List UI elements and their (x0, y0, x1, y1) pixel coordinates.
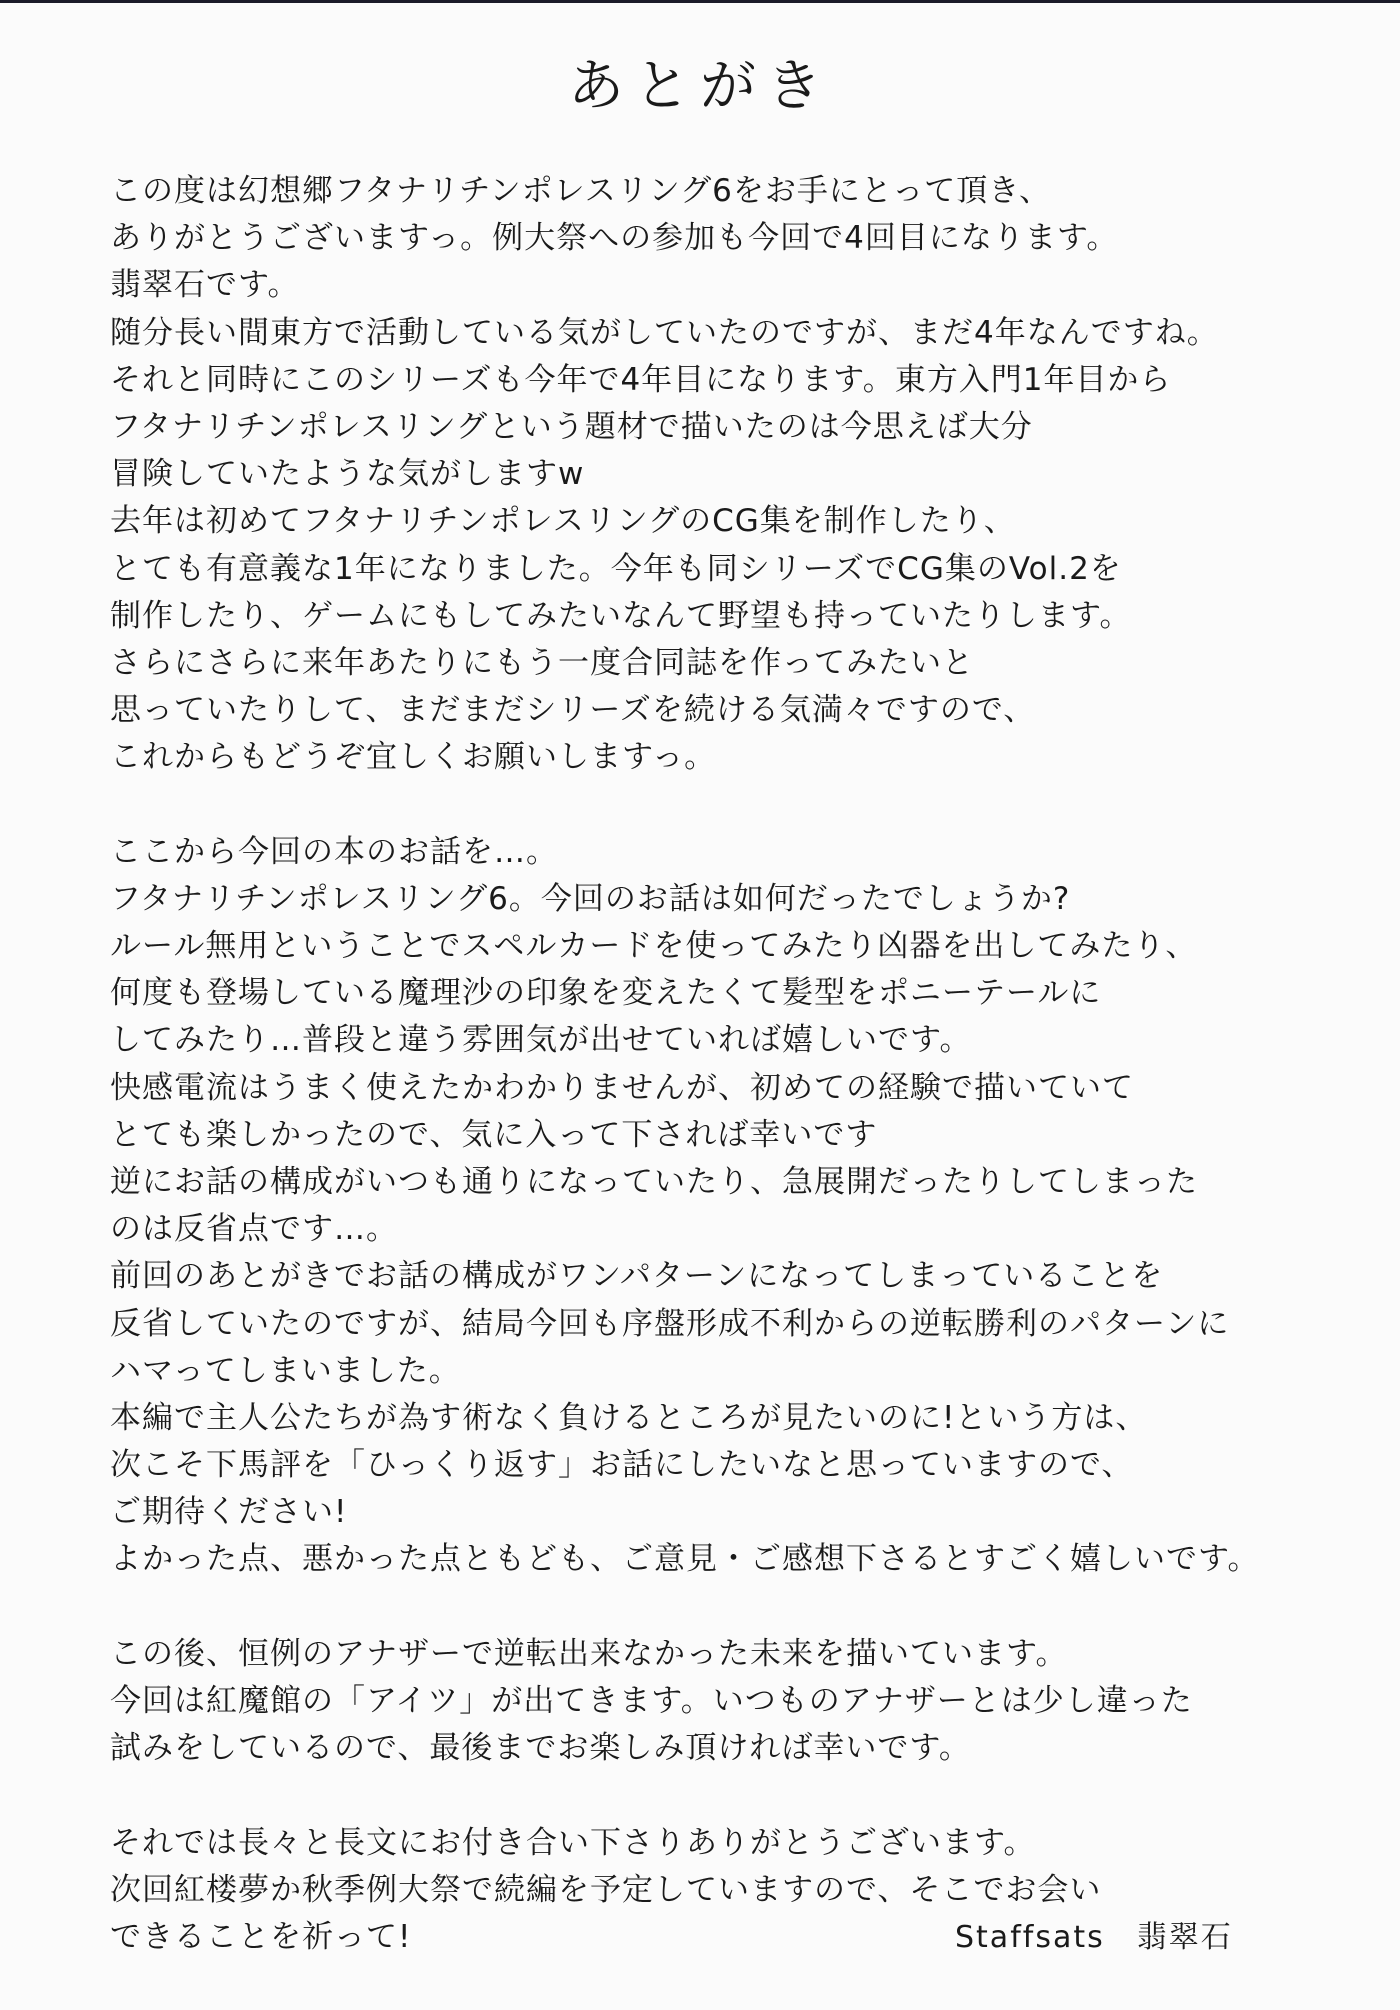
signature: Staffsats 翡翠石 (955, 1920, 1233, 1955)
text-line: とても楽しかったので、気に入って下されば幸いです (110, 1116, 878, 1153)
text-line: ルール無用ということでスペルカードを使ってみたり凶器を出してみたり、 (110, 928, 1198, 964)
page-title: あとがき (568, 54, 832, 119)
text-line: 今回は紅魔館の「アイツ」が出てきます。いつものアナザーとは少し違った (110, 1683, 1193, 1719)
text-line: それでは長々と長文にお付き合い下さりありがとうございます。 (110, 1824, 1036, 1861)
text-line: 反省していたのですが、結局今回も序盤形成不利からの逆転勝利のパターンに (110, 1305, 1230, 1342)
text-line: 前回のあとがきでお話の構成がワンパターンになってしまっていることを (110, 1258, 1164, 1295)
paragraph-gap (110, 781, 1340, 828)
text-line: 快感電流はうまく使えたかわかりませんが、初めての経験で描いていて (110, 1069, 1134, 1106)
text-line: 試みをしているので、最後までお楽しみ頂ければ幸いです。 (110, 1730, 971, 1767)
paragraph-gap (110, 1772, 1340, 1819)
text-line: のは反省点です…。 (110, 1211, 398, 1248)
text-line: 随分長い間東方で活動している気がしていたのですが、まだ4年なんですね。 (110, 314, 1219, 351)
text-line: フタナリチンポレスリング6。今回のお話は如何だったでしょうか? (110, 880, 1071, 917)
text-line: ハマってしまいました。 (110, 1352, 461, 1389)
text-line: よかった点、悪かった点ともども、ご意見・ご感想下さるとすごく嬉しいです。 (110, 1541, 1260, 1578)
text-line: してみたり…普段と違う雰囲気が出せていれば嬉しいです。 (110, 1022, 972, 1059)
text-line: ありがとうございますっ。例大祭への参加も今回で4回目になります。 (110, 220, 1119, 257)
text-line: できることを祈って! (110, 1918, 412, 1955)
top-border (0, 0, 1400, 3)
text-line: 何度も登場している魔理沙の印象を変えたくて髪型をポニーテールに (110, 975, 1102, 1012)
afterword-body (110, 168, 1340, 1961)
text-line: それと同時にこのシリーズも今年で4年目になります。東方入門1年目から (110, 361, 1172, 398)
text-line: とても有意義な1年になりました。今年も同シリーズでCG集のVol.2を (110, 550, 1122, 587)
text-line: 思っていたりして、まだまだシリーズを続ける気満々ですので、 (110, 692, 1036, 729)
text-line: ご期待ください! (110, 1494, 348, 1531)
text-line: 翡翠石です。 (110, 267, 300, 304)
text-line: さらにさらに来年あたりにもう一度合同誌を作ってみたいと (110, 644, 974, 681)
text-line: ここから今回の本のお話を…。 (110, 833, 558, 870)
text-line: 冒険していたような気がしますw (110, 456, 585, 493)
text-line: 次回紅楼夢か秋季例大祭で続編を予定していますので、そこでお会い (110, 1871, 1102, 1908)
text-line: この後、恒例のアナザーで逆転出来なかった未来を描いています。 (110, 1635, 1068, 1672)
text-line: 次こそ下馬評を「ひっくり返す」お話にしたいなと思っていますので、 (110, 1447, 1134, 1484)
text-line: 本編で主人公たちが為す術なく負けるところが見たいのに!という方は、 (110, 1399, 1148, 1436)
text-line: これからもどうぞ宜しくお願いしますっ。 (110, 739, 717, 776)
paragraph-gap (110, 1584, 1340, 1631)
text-line: 制作したり、ゲームにもしてみたいなんて野望も持っていたりします。 (110, 597, 1132, 634)
text-line: 逆にお話の構成がいつも通りになっていたり、急展開だったりしてしまった (110, 1163, 1198, 1200)
text-line: フタナリチンポレスリングという題材で描いたのは今思えば大分 (110, 408, 1033, 445)
text-line: 去年は初めてフタナリチンポレスリングのCG集を制作したり、 (110, 503, 1016, 540)
text-line: この度は幻想郷フタナリチンポレスリング6をお手にとって頂き、 (110, 173, 1051, 209)
